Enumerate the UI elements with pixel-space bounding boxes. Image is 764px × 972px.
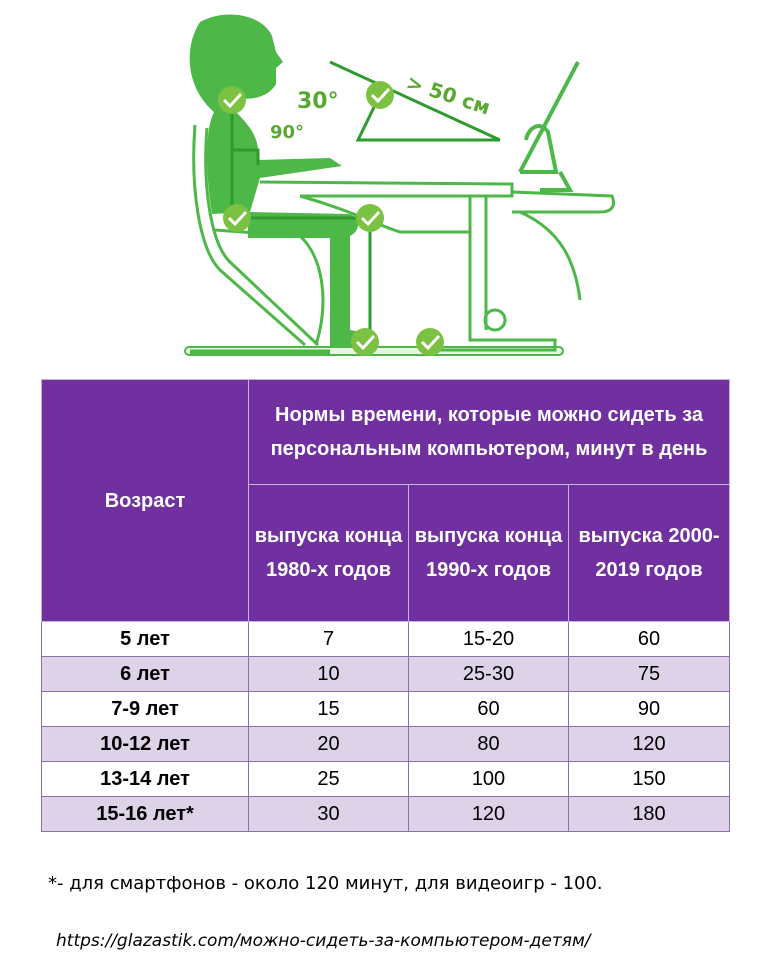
value-cell-1980: 7 <box>249 622 409 657</box>
age-cell: 13-14 лет <box>42 762 249 797</box>
col-header-2000: выпуска 2000-2019 годов <box>569 485 730 622</box>
age-cell: 15-16 лет* <box>42 797 249 832</box>
value-cell-2000: 180 <box>569 797 730 832</box>
value-cell-1980: 30 <box>249 797 409 832</box>
age-cell: 5 лет <box>42 622 249 657</box>
desk <box>260 182 614 350</box>
col-header-1980: выпуска конца 1980-х годов <box>249 485 409 622</box>
value-cell-1980: 10 <box>249 657 409 692</box>
value-cell-2000: 120 <box>569 727 730 762</box>
age-header: Возраст <box>42 380 249 622</box>
table-row <box>42 762 730 797</box>
value-cell-2000: 90 <box>569 692 730 727</box>
value-cell-1990: 15-20 <box>409 622 569 657</box>
value-cell-1980: 15 <box>249 692 409 727</box>
value-cell-1980: 20 <box>249 727 409 762</box>
value-cell-2000: 60 <box>569 622 730 657</box>
footnote: *- для смартфонов - около 120 минут, для видеоигр - 100. <box>48 873 603 894</box>
value-cell-1990: 60 <box>409 692 569 727</box>
value-cell-1990: 25-30 <box>409 657 569 692</box>
value-cell-1990: 80 <box>409 727 569 762</box>
posture-illustration <box>0 0 764 378</box>
table-row <box>42 622 730 657</box>
table-row <box>42 797 730 832</box>
distance-label: > 50 см <box>403 69 494 120</box>
col-header-1990: выпуска конца 1990-х годов <box>409 485 569 622</box>
source-url: https://glazastik.com/можно-сидеть-за-компьютером-детям/ <box>56 931 591 951</box>
value-cell-2000: 150 <box>569 762 730 797</box>
child-figure <box>190 14 372 346</box>
table-row <box>42 657 730 692</box>
value-cell-2000: 75 <box>569 657 730 692</box>
table-row <box>42 692 730 727</box>
age-cell: 6 лет <box>42 657 249 692</box>
value-cell-1990: 100 <box>409 762 569 797</box>
table-row <box>42 727 730 762</box>
monitor <box>520 62 578 190</box>
value-cell-1990: 120 <box>409 797 569 832</box>
value-cell-1980: 25 <box>249 762 409 797</box>
screen-time-table <box>41 379 730 832</box>
angle-neck-label: 30° <box>297 89 339 114</box>
age-cell: 10-12 лет <box>42 727 249 762</box>
age-cell: 7-9 лет <box>42 692 249 727</box>
angle-back-label: 90° <box>270 122 305 143</box>
group-header: Нормы времени, которые можно сидеть за персональным компьютером, минут в день <box>249 380 730 485</box>
